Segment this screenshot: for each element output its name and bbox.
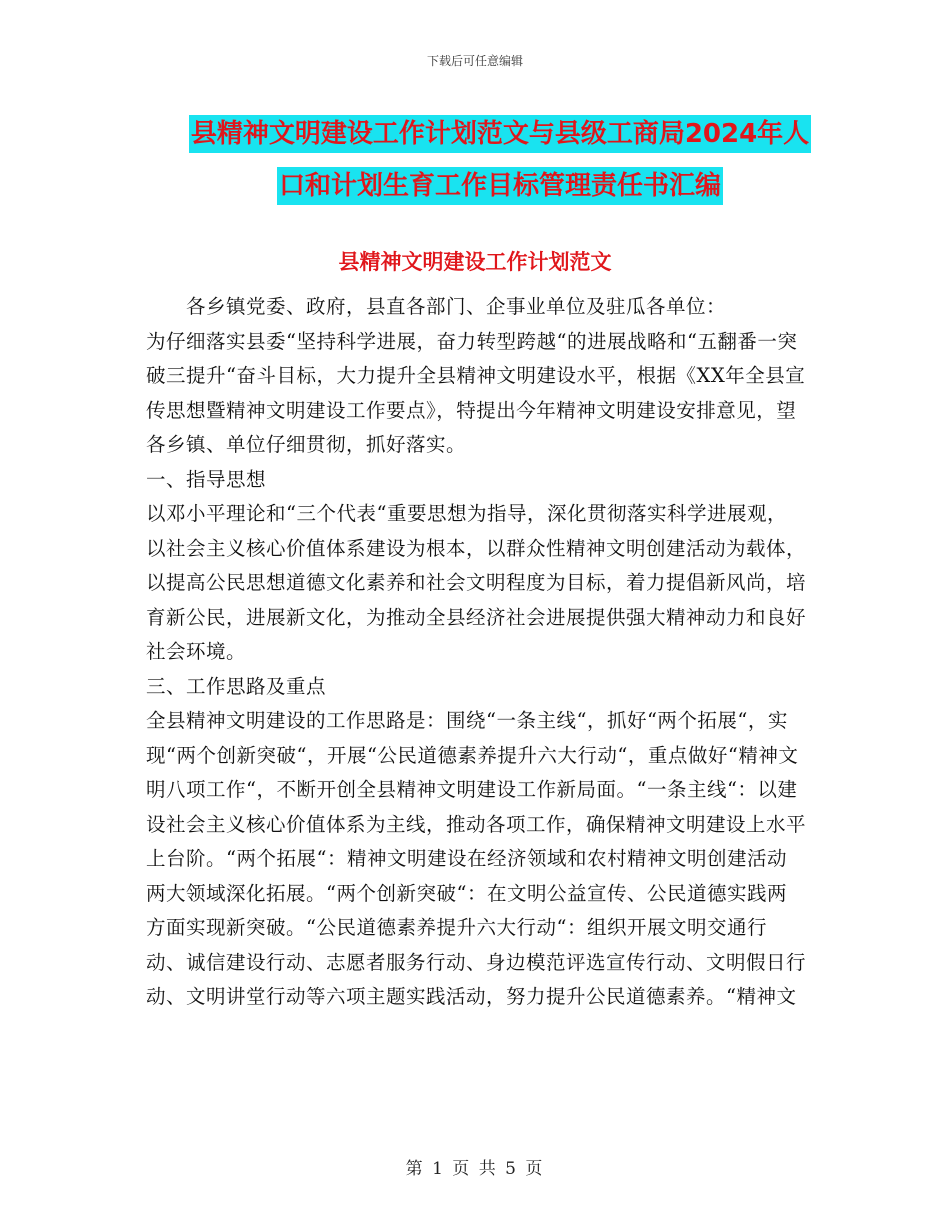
document-title-line-1: 县精神文明建设工作计划范文与县级工商局2024年人 [189,115,811,153]
heading-work-ideas: 三、工作思路及重点 [146,674,327,698]
guiding-thought-paragraph: 以邓小平理论和“三个代表“重要思想为指导，深化贯彻落实科学进展观，以社会主义核心价值体系建设为根本，以群众性精神文明创建活动为载体，以提高公民思想道德文化素养和社会文明程度为目标，着力提倡新风尚，培育新公民，进展新文化，为推动全县经济社会进展提供强大精神动力和良好社会环境。 [146,502,807,663]
heading-guiding-thought: 一、指导思想 [146,467,267,491]
document-body [146,290,806,1015]
page-header-note: 下载后可任意编辑 [426,54,523,68]
section-title: 县精神文明建设工作计划范文 [338,250,612,274]
document-title-line-2: 口和计划生育工作目标管理责任书汇编 [277,167,723,205]
salutation-paragraph: 各乡镇党委、政府，县直各部门、企事业单位及驻瓜各单位： [186,295,727,318]
intro-paragraph: 为仔细落实县委“坚持科学进展，奋力转型跨越“的进展战略和“五翻番一突破三提升“奋斗目标，大力提升全县精神文明建设水平，根据《XX年全县宣传思想暨精神文明建设工作要点》，特提出今年精神文明建设安排意见，望各乡镇、单位仔细贯彻，抓好落实。 [146,329,806,456]
page-footer-indicator: 第 1 页 共 5 页 [405,1159,545,1179]
document-title [150,108,850,212]
work-ideas-paragraph: 全县精神文明建设的工作思路是：围绕“一条主线“，抓好“两个拓展“，实现“两个创新突破“，开展“公民道德素养提升六大行动“，重点做好“精神文明八项工作“，不断开创全县精神文明建设工作新局面。“一条主线“：以建设社会主义核心价值体系为主线，推动各项工作，确保精神文明建设上水平上台阶。“两个拓展“：精神文明建设在经济领域和农村精神文明创建活动两大领域深化拓展。“两个创新突破“：在文明公益宣传、公民道德实践两方面实现新突破。“公民道德素养提升六大行动“：组织开展文明交通行动、诚信建设行动、志愿者服务行动、身边模范评选宣传行动、文明假日行动、文明讲堂行动等六项主题实践活动，努力提升公民道德素养。“精神文 [146,709,807,1008]
